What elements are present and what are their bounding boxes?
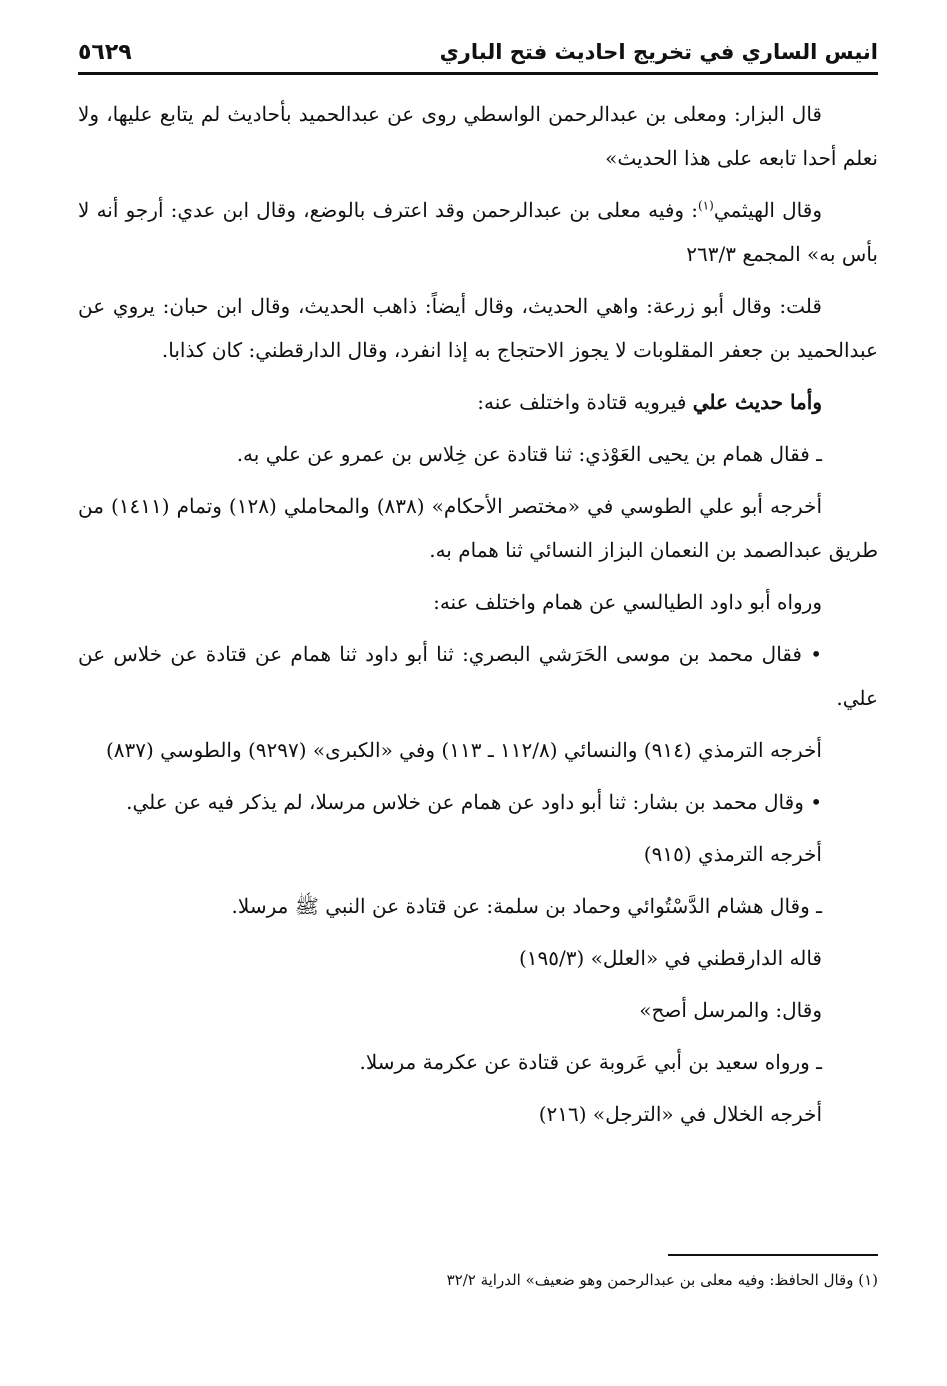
paragraph-daraqutni-ilal: قاله الدارقطني في «العلل» (١٩٥/٣) — [518, 946, 822, 970]
paragraph-hammam: ـ فقال همام بن يحيى العَوْذي: ثنا قتادة عن خِلاس بن عمرو عن علي به. — [236, 442, 822, 466]
paragraph-dastuwai: ـ وقال هشام الدَّسْتُوائي وحماد بن سلمة: عن قتادة عن النبي ﷺ مرسلا. — [231, 894, 822, 918]
paragraph-ibn-abi-aruba: ـ ورواه سعيد بن أبي عَروبة عن قتادة عن عكرمة مرسلا. — [359, 1050, 822, 1074]
page-number: ٥٦٢٩ — [78, 39, 132, 65]
paragraph-tirmidhi-915: أخرجه الترمذي (٩١٥) — [643, 842, 822, 866]
paragraph-tirmidhi-914: أخرجه الترمذي (٩١٤) والنسائي (١١٢/٨ ـ ١١٣) وفي «الكبرى» (٩٢٩٧) والطوسي (٨٣٧) — [105, 738, 822, 762]
footnote-divider — [668, 1254, 878, 1256]
paragraph-mursal-asahh: وقال: والمرسل أصح» — [639, 998, 822, 1022]
paragraph-bazzar: قال البزار: ومعلى بن عبدالرحمن الواسطي روى عن عبدالحميد بأحاديث لم يتابع عليها، ولا نعلم أحدا تابعه على هذا الحديث» — [78, 102, 878, 170]
paragraph-tayalisi: ورواه أبو داود الطيالسي عن همام واختلف عنه: — [433, 590, 822, 614]
hadith-ali-text: فيرويه قتادة واختلف عنه: — [477, 390, 693, 414]
paragraph-hadith-ali — [78, 380, 878, 424]
page-body — [78, 92, 878, 1144]
paragraph-bashshar: • وقال محمد بن بشار: ثنا أبو داود عن همام عن خلاس مرسلا، لم يذكر فيه عن علي. — [126, 790, 822, 814]
paragraph-harashi: • فقال محمد بن موسى الحَرَشي البصري: ثنا أبو داود ثنا همام عن قتادة عن خلاس عن علي. — [78, 642, 878, 710]
haythami-text-before: وقال الهيثمي — [713, 198, 822, 222]
paragraph-tusi: أخرجه أبو علي الطوسي في «مختصر الأحكام» (٨٣٨) والمحاملي (١٢٨) وتمام (١٤١١) من طريق عبدالصمد بن النعمان البزاز النسائي ثنا همام به. — [78, 494, 878, 562]
hadith-ali-lead: وأما حديث علي — [692, 390, 822, 414]
paragraph-qultu: قلت: وقال أبو زرعة: واهي الحديث، وقال أيضاً: ذاهب الحديث، وقال ابن حبان: يروي عن عبدالحميد بن جعفر المقلوبات لا يجوز الاحتجاج به إذا انفرد، وقال الدارقطني: كان كذابا. — [78, 294, 878, 362]
paragraph-khallal: أخرجه الخلال في «الترجل» (٢١٦) — [538, 1102, 822, 1126]
page-header — [78, 32, 878, 75]
haythami-text-after: : وفيه معلى بن عبدالرحمن وقد اعترف بالوضع، وقال ابن عدي: أرجو أنه لا بأس به» المجمع ٢٦٣/٣ — [78, 198, 878, 266]
running-title: انيس الساري في تخريج احاديث فتح الباري — [439, 40, 878, 64]
footnote-reference[interactable]: (١) — [697, 198, 714, 213]
footnote: (١) وقال الحافظ: وفيه معلى بن عبدالرحمن وهو ضعيف» الدراية ٣٢/٢ — [446, 1271, 878, 1289]
paragraph-haythami — [78, 188, 878, 276]
